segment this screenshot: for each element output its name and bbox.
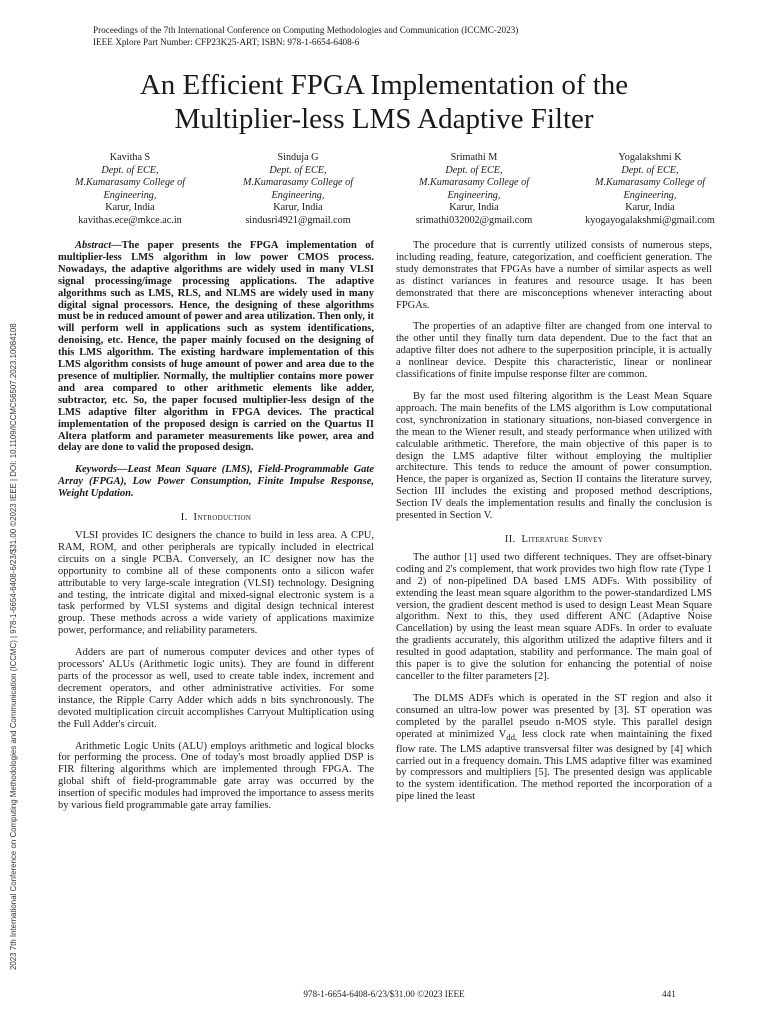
section-title: Introduction (193, 512, 252, 524)
keywords-label: Keywords (75, 464, 117, 476)
author-email[interactable]: kyogayogalakshmi@gmail.com (585, 214, 715, 226)
proceedings-header (93, 24, 518, 48)
author-email[interactable]: kavithas.ece@mkce.ac.in (78, 214, 182, 226)
header-line-1: Proceedings of the 7th International Conference on Computing Methodologies and Communication (ICCMC-2023) (93, 25, 519, 35)
body-paragraph: Arithmetic Logic Units (ALU) employs arithmetic and logical blocks for performing the process. One of today's most broadly applied DSP is FIR filtering algorithms which are implemented through FPGA. The global shift of field-programmable gate array was occurred by the insertion of specific modules had improved the importance to assess merits by various field programmable gate array families. (58, 740, 374, 812)
author-institution-2: Engineering, (623, 189, 677, 201)
keywords-text: Least Mean Square (LMS), Field-Programmable Gate Array (FPGA), Low Power Consumption, Finite Impulse Response, Weight Updation. (58, 464, 374, 500)
footer-code: 978-1-6654-6408-6/23/$31.00 ©2023 IEEE (303, 989, 465, 999)
author-dept: Dept. of ECE, (621, 164, 679, 176)
subscript: dd, (506, 731, 518, 742)
header-line-2: IEEE Xplore Part Number: CFP23K25-ART; ISBN: 978-1-6654-6408-6 (93, 37, 360, 47)
body-paragraph: The author [1] used two different techniques. They are offset-binary coding and 2's complement, that work provides two high flow rate (Type 1 and 2) of non-pipelined DA based LMS ADFs. With possibility of extending the least mean square algorithm to the power-standardized LMS version, the gradient descent method is used to design Least Mean Square algorithm. Next to this, they used different ANC (Adaptive Noise Cancellation) by using the least mean square ADFs. In order to evaluate the gradients accurately, this algorithm utilized the adaptive filters and it resulted in good adaptation, stability and performance. The main goal of this paper is to give the solution for enhancing the potential of noise canceller to the filter parameters [2]. (396, 551, 712, 682)
abstract-dash: — (111, 240, 122, 251)
paper-title (60, 68, 708, 136)
abstract-label: Abstract (75, 240, 112, 251)
keywords-dash: — (117, 464, 128, 476)
section-number: I. (180, 512, 188, 524)
body-paragraph: Adders are part of numerous computer devices and other types of processors' ALUs (Arithmetic logic units). They are found in different parts of the processor as well, used to create table index, increment and decrement operators, and other administrative activities. For some instance, the Ripple Carry Adder which adds n bits synchronously. The devoted multiplication circuit accomplishes Carryout Multiplication using the Full Adder's circuit. (58, 647, 374, 730)
abstract (58, 240, 374, 454)
author-email[interactable]: srimathi032002@gmail.com (415, 214, 533, 226)
author-institution: M.Kumarasamy College of (242, 177, 354, 189)
author-3 (384, 152, 564, 228)
right-column (396, 240, 712, 803)
section-title: Literature Survey (521, 533, 604, 545)
body-paragraph (396, 693, 712, 803)
author-institution: M.Kumarasamy College of (74, 177, 186, 189)
author-institution-2: Engineering, (103, 189, 157, 201)
author-email[interactable]: sindusri4921@gmail.com (245, 214, 351, 226)
author-name: Srimathi M (450, 152, 498, 163)
body-paragraph: The procedure that is currently utilized consists of numerous steps, including reading, feature, categorization, and coefficient generation. The study demonstrates that FPGAs have a number of similar aspects as well as distinct variances in features and resource usage. It has been demonstrated that there are misconceptions whenever interacting about FPGAs. (396, 240, 712, 311)
author-1 (40, 152, 220, 228)
author-name: Kavitha S (109, 152, 151, 163)
keywords (58, 464, 374, 500)
body-paragraph: The properties of an adaptive filter are changed from one interval to the other until they finally turn data dependent. Due to the fact that an adaptive filter does not adhere to the superposition principle, it is actually a nonlinear device. Despite this characteristic, linear or nonlinear classifications of finite impulse response filter are common. (396, 321, 712, 381)
author-name: Yogalakshmi K (618, 152, 682, 163)
author-dept: Dept. of ECE, (269, 164, 327, 176)
author-institution: M.Kumarasamy College of (594, 177, 706, 189)
author-2 (208, 152, 388, 228)
author-name: Sinduja G (277, 152, 319, 163)
author-city: Karur, India (449, 202, 499, 214)
title-line-1: An Efficient FPGA Implementation of the (139, 69, 629, 101)
section-number: II. (504, 533, 516, 545)
section-heading-literature-survey (396, 534, 712, 546)
author-block (40, 152, 740, 232)
paragraph-text: less clock rate when maintaining the fixed flow rate. The LMS adaptive transversal filter was designed by [4] which carried out in a frequency domain. This LMS adaptive filter was examined by compressors and multipliers [5]. The presented design was applicable to the system identification. The method reported the incorporation of a pipe lined the least (396, 728, 712, 803)
doi-sidebar: 2023 7th International Conference on Computing Methodologies and Communication (ICCMC) | 978-1-6654-6408-6/23/$31.00 ©2023 IEEE | DOI: 10.1109/ICCMC56507.2023.10084108 (9, 323, 18, 970)
author-institution: M.Kumarasamy College of (418, 177, 530, 189)
left-column (58, 240, 374, 812)
author-4 (560, 152, 740, 228)
author-dept: Dept. of ECE, (101, 164, 159, 176)
author-institution-2: Engineering, (271, 189, 325, 201)
body-paragraph: VLSI provides IC designers the chance to build in less area. A CPU, RAM, ROM, and other peripherals are typically included in electrical circuits on a single PCBA. Conversely, an IC designer now has the opportunity to combine all of these components onto a silicon wafer attributable to very large-scale integration (VLSI) technology. Designing and testing, the intricate digital and mixed-signal electronic system is a task performed by VLSI systems and digital design technical interest group. These methods across a wide variety of applications maximize power, performance, and reliability parameters. (58, 530, 374, 637)
author-institution-2: Engineering, (447, 189, 501, 201)
author-city: Karur, India (625, 202, 675, 214)
author-dept: Dept. of ECE, (445, 164, 503, 176)
author-city: Karur, India (273, 202, 323, 214)
author-city: Karur, India (105, 202, 155, 214)
section-heading-introduction (58, 512, 374, 524)
paragraph-text: The DLMS ADFs which is operated in the ST region and also it consumed an ultra-low power was presented by [3]. ST operation was completed by the parallel pseudo n-MOS style. This parallel design operated at minimized V (396, 692, 712, 740)
abstract-text: The paper presents the FPGA implementation of multiplier-less LMS algorithm in low power CMOS process. Nowadays, the adaptive algorithms are widely used in many VLSI signal processing/image processing applications. The adaptive algorithms such as LMS, RLS, and NLMS are widely used in many digital signal processors. Hence, the designing of these algorithms must be in reduced amount of power and area utilization. Then only, it will perform well in applications such as system identifications, denoising, etc. Hence, the paper mainly focused on the designing of this LMS algorithm. The existing hardware implementation of this LMS algorithm consists of huge amount of power and area due to the presence of multiplier. Normally, the multiplier contains more power and area compared to other arithmetic elements like adder, subtractor, etc. So, the paper focused multiplier-less design of the LMS adaptive filter algorithm in FPGA devices. The practical implementation of the proposed design is carried on the Quartus II Altera platform and parameter measurements like power, area and delay are done to valid the proposed design. (58, 240, 374, 454)
page-number: 441 (662, 989, 676, 999)
title-line-2: Multiplier-less LMS Adaptive Filter (174, 103, 594, 135)
body-paragraph: By far the most used filtering algorithm is the Least Mean Square approach. The main benefits of the LMS algorithm is Low computational cost, synchronization in stationary situations, non-biased convergence in the mean to the Wiener result, and steady performance when utilized with calculable arithmetic. Therefore, the main objective of this paper is to design the LMS adaptive filter without employing the multiplier architecture. This tends to reduce the amount of power consumption. Hence, the paper is organized as, Section II contains the literature survey, Section III includes the existing and proposed method descriptions, Section IV deals the implementation results and finally the conclusion is presented in Section V. (396, 390, 712, 522)
